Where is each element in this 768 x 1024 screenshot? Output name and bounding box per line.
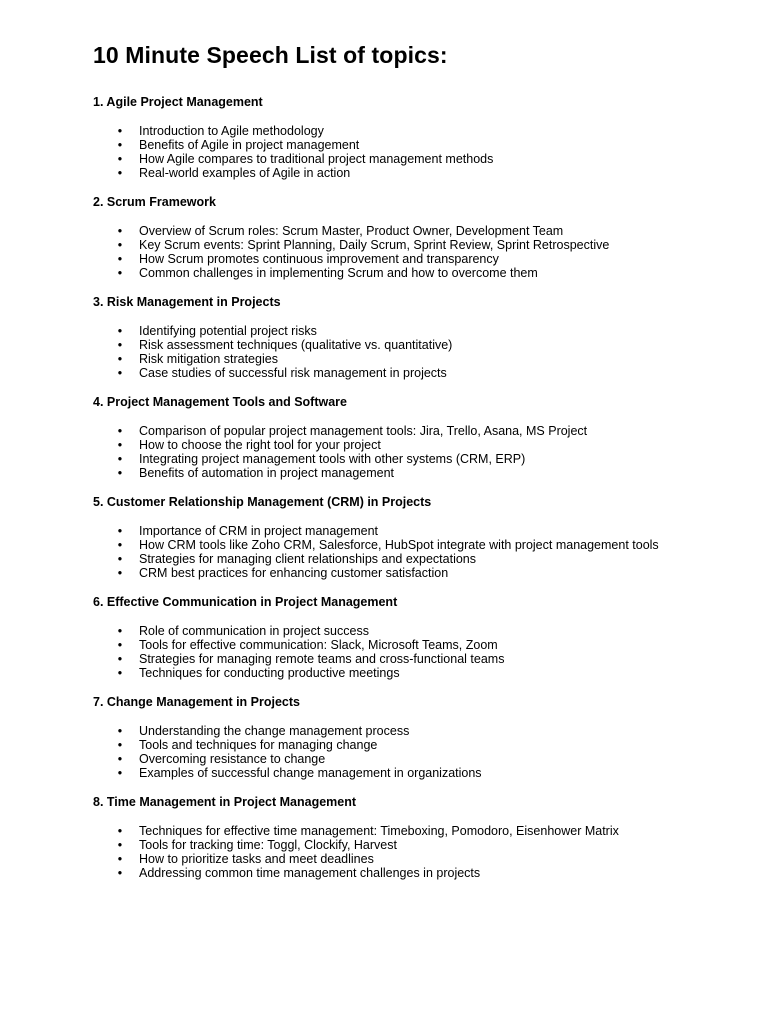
list-item	[93, 166, 659, 180]
list-item	[93, 338, 659, 352]
section-heading: 7. Change Management in Projects	[93, 695, 300, 709]
section-heading: 3. Risk Management in Projects	[93, 295, 281, 309]
bullet-icon: •	[117, 566, 123, 580]
list-item	[93, 852, 659, 866]
list-item	[93, 538, 659, 552]
list-item-text: Addressing common time management challenges in projects	[139, 866, 481, 880]
list-item	[93, 366, 659, 380]
list-item-text: Examples of successful change management in organizations	[139, 766, 482, 780]
list-item-text: Integrating project management tools with other systems (CRM, ERP)	[139, 452, 526, 466]
list-item-text: Strategies for managing remote teams and cross-functional teams	[139, 652, 505, 666]
section-heading: 2. Scrum Framework	[93, 195, 216, 209]
list-item-text: Common challenges in implementing Scrum and how to overcome them	[139, 266, 538, 280]
list-item-text: Techniques for effective time management: Timeboxing, Pomodoro, Eisenhower Matrix	[139, 824, 619, 838]
list-item	[93, 524, 659, 538]
bullet-list	[93, 824, 688, 880]
list-item	[93, 452, 659, 466]
list-item	[93, 766, 659, 780]
bullet-icon: •	[117, 424, 123, 438]
bullet-icon: •	[117, 724, 123, 738]
list-item-text: How Scrum promotes continuous improvement and transparency	[139, 252, 499, 266]
list-item-text: Risk assessment techniques (qualitative vs. quantitative)	[139, 338, 453, 352]
list-item-text: Case studies of successful risk management in projects	[139, 366, 447, 380]
bullet-icon: •	[117, 324, 123, 338]
list-item	[93, 438, 659, 452]
bullet-icon: •	[117, 866, 123, 880]
bullet-icon: •	[117, 524, 123, 538]
list-item	[93, 252, 659, 266]
bullet-list	[93, 124, 688, 180]
bullet-icon: •	[117, 238, 123, 252]
list-item	[93, 838, 659, 852]
list-item-text: Tools and techniques for managing change	[139, 738, 378, 752]
list-item	[93, 552, 659, 566]
list-item	[93, 266, 659, 280]
section-heading: 6. Effective Communication in Project Management	[93, 595, 398, 609]
list-item-text: Comparison of popular project management tools: Jira, Trello, Asana, MS Project	[139, 424, 588, 438]
list-item-text: Benefits of automation in project management	[139, 466, 395, 480]
topic-section	[93, 294, 688, 380]
topic-section	[93, 794, 688, 880]
list-item	[93, 238, 659, 252]
list-item-text: Risk mitigation strategies	[139, 352, 278, 366]
list-item	[93, 224, 659, 238]
bullet-icon: •	[117, 538, 123, 552]
bullet-icon: •	[117, 352, 123, 366]
bullet-icon: •	[117, 138, 123, 152]
topic-section	[93, 94, 688, 180]
bullet-icon: •	[117, 438, 123, 452]
bullet-icon: •	[117, 466, 123, 480]
bullet-list	[93, 324, 688, 380]
bullet-icon: •	[117, 652, 123, 666]
bullet-icon: •	[117, 824, 123, 838]
topic-sections	[93, 94, 688, 880]
list-item-text: Overcoming resistance to change	[139, 752, 326, 766]
list-item	[93, 424, 659, 438]
list-item	[93, 138, 659, 152]
bullet-list	[93, 524, 688, 580]
bullet-list	[93, 724, 688, 780]
list-item	[93, 466, 659, 480]
list-item	[93, 866, 659, 880]
list-item	[93, 624, 659, 638]
list-item-text: How to choose the right tool for your project	[139, 438, 381, 452]
bullet-list	[93, 624, 688, 680]
list-item-text: Understanding the change management process	[139, 724, 410, 738]
list-item-text: How Agile compares to traditional project management methods	[139, 152, 494, 166]
list-item-text: Importance of CRM in project management	[139, 524, 378, 538]
list-item-text: Introduction to Agile methodology	[139, 124, 324, 138]
bullet-icon: •	[117, 852, 123, 866]
bullet-list	[93, 224, 688, 280]
list-item	[93, 738, 659, 752]
list-item-text: Role of communication in project success	[139, 624, 369, 638]
section-heading: 5. Customer Relationship Management (CRM) in Projects	[93, 495, 432, 509]
list-item-text: Strategies for managing client relationships and expectations	[139, 552, 477, 566]
list-item-text: Tools for tracking time: Toggl, Clockify, Harvest	[139, 838, 397, 852]
list-item-text: CRM best practices for enhancing customer satisfaction	[139, 566, 449, 580]
topic-section	[93, 494, 688, 580]
list-item	[93, 824, 659, 838]
list-item-text: How to prioritize tasks and meet deadlines	[139, 852, 374, 866]
section-heading: 1. Agile Project Management	[93, 95, 263, 109]
list-item-text: Key Scrum events: Sprint Planning, Daily Scrum, Sprint Review, Sprint Retrospective	[139, 238, 610, 252]
list-item-text: Tools for effective communication: Slack, Microsoft Teams, Zoom	[139, 638, 498, 652]
list-item-text: Benefits of Agile in project management	[139, 138, 360, 152]
bullet-icon: •	[117, 366, 123, 380]
list-item-text: How CRM tools like Zoho CRM, Salesforce, HubSpot integrate with project management tools	[139, 538, 659, 552]
topic-section	[93, 194, 688, 280]
list-item-text: Identifying potential project risks	[139, 324, 317, 338]
list-item-text: Techniques for conducting productive meetings	[139, 666, 400, 680]
bullet-icon: •	[117, 124, 123, 138]
list-item	[93, 652, 659, 666]
topic-section	[93, 594, 688, 680]
list-item	[93, 124, 659, 138]
bullet-icon: •	[117, 166, 123, 180]
list-item	[93, 566, 659, 580]
bullet-icon: •	[117, 224, 123, 238]
bullet-icon: •	[117, 666, 123, 680]
list-item	[93, 666, 659, 680]
bullet-icon: •	[117, 266, 123, 280]
list-item	[93, 752, 659, 766]
bullet-icon: •	[117, 338, 123, 352]
bullet-icon: •	[117, 152, 123, 166]
list-item	[93, 324, 659, 338]
bullet-icon: •	[117, 552, 123, 566]
list-item	[93, 724, 659, 738]
bullet-list	[93, 424, 688, 480]
bullet-icon: •	[117, 624, 123, 638]
bullet-icon: •	[117, 638, 123, 652]
bullet-icon: •	[117, 452, 123, 466]
list-item	[93, 352, 659, 366]
section-heading: 8. Time Management in Project Management	[93, 795, 357, 809]
list-item	[93, 638, 659, 652]
document-title: 10 Minute Speech List of topics:	[93, 42, 448, 68]
bullet-icon: •	[117, 838, 123, 852]
list-item	[93, 152, 659, 166]
list-item-text: Overview of Scrum roles: Scrum Master, Product Owner, Development Team	[139, 224, 564, 238]
bullet-icon: •	[117, 752, 123, 766]
list-item-text: Real-world examples of Agile in action	[139, 166, 351, 180]
bullet-icon: •	[117, 738, 123, 752]
bullet-icon: •	[117, 766, 123, 780]
bullet-icon: •	[117, 252, 123, 266]
topic-section	[93, 694, 688, 780]
topic-section	[93, 394, 688, 480]
section-heading: 4. Project Management Tools and Software	[93, 395, 347, 409]
